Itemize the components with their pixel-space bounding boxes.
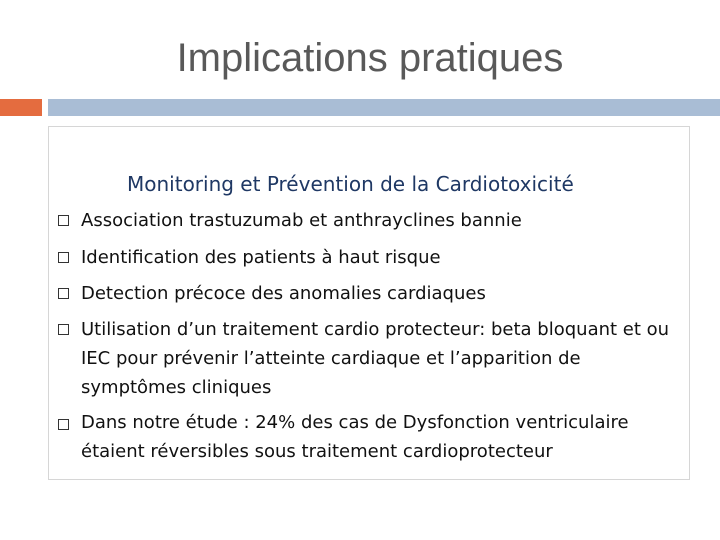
checkbox-bullet-icon xyxy=(58,419,69,430)
checkbox-bullet-icon xyxy=(58,288,69,299)
checkbox-bullet-icon xyxy=(58,215,69,226)
slide-title: Implications pratiques xyxy=(176,36,564,80)
bullet-text: Identification des patients à haut risque xyxy=(81,247,441,268)
bullet-text: Detection précoce des anomalies cardiaques xyxy=(81,283,486,304)
slide-subtitle: Monitoring et Prévention de la Cardiotoxicité xyxy=(127,172,574,196)
accent-bar-orange xyxy=(0,99,42,116)
bullet-text: Dans notre étude : 24% des cas de Dysfonction ventriculaire étaient réversibles sous traitement cardioprotecteur xyxy=(81,412,629,462)
accent-bar-blue xyxy=(48,99,720,116)
bullet-text: Utilisation d’un traitement cardio protecteur: beta bloquant et ou IEC pour prévenir l’atteinte cardiaque et l’apparition de symptômes cliniques xyxy=(81,319,670,398)
bullet-text: Association trastuzumab et anthrayclines bannie xyxy=(81,210,522,231)
checkbox-bullet-icon xyxy=(58,324,69,335)
checkbox-bullet-icon xyxy=(58,252,69,263)
